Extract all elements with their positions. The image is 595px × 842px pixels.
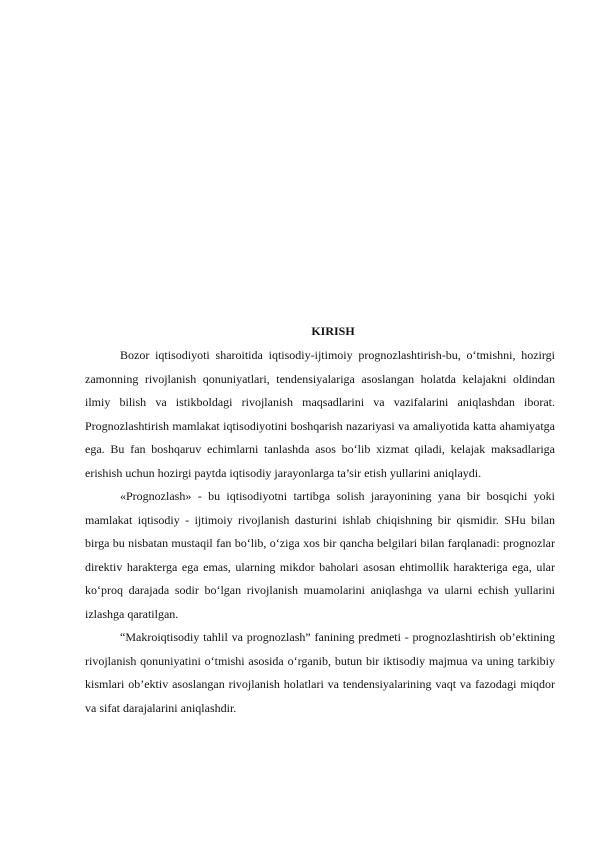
section-heading: KIRISH — [311, 324, 355, 338]
paragraph-prognozlash: «Prognozlash» - bu iqtisodiyotni tartibga solish jarayonining yana bir bosqichi yoki mamlakat iqtisodiy - ijtimoiy rivojlanish dasturini ishlab chiqishning bir qismidir. SHu bilan birga bu nisbatan mustaqil fan bo‘lib, o‘ziga xos bir qancha belgilari bilan farqlanadi: prognozlar direktiv harakterga ega emas, ularning mikdor baholari asosan ehtimollik harakteriga ega, ular ko‘proq darajada sodir bo‘lgan rivojlanish muamolarini aniqlashga va ularni echish yullarini izlashga qaratilgan. — [85, 489, 555, 621]
paragraph-predmet: “Makroiqtisodiy tahlil va prognozlash” fanining predmeti - prognozlashtirish ob’ektining rivojlanish qonuniyatini o‘tmishi asosida o‘rganib, butun bir iktisodiy majmua va uning tarkibiy kismlari ob’ektiv asoslangan rivojlanish holatlari va tendensiyalarining vaqt va fazodagi miqdor va sifat darajalarini aniqlashdir. — [85, 630, 555, 715]
document-body — [85, 318, 555, 720]
paragraph-intro: Bozor iqtisodiyoti sharoitida iqtisodiy-ijtimoiy prognozlashtirish-bu, o‘tmishni, hozirgi zamonning rivojlanish qonuniyatlari, tendensiyalariga asoslangan holatda kelajakni oldindan ilmiy bilish va istikboldagi rivojlanish maqsadlarini va vazifalarini aniqlashdan iborat. Prognozlashtirish mamlakat iqtisodiyotini boshqarish nazariyasi va amaliyotida katta ahamiyatga ega. Bu fan boshqaruv echimlarni tanlashda asos bo‘lib xizmat qiladi, kelajak maksadlariga erishish uchun hozirgi paytda iqtisodiy jarayonlarga ta’sir etish yullarini aniqlaydi. — [85, 348, 555, 480]
